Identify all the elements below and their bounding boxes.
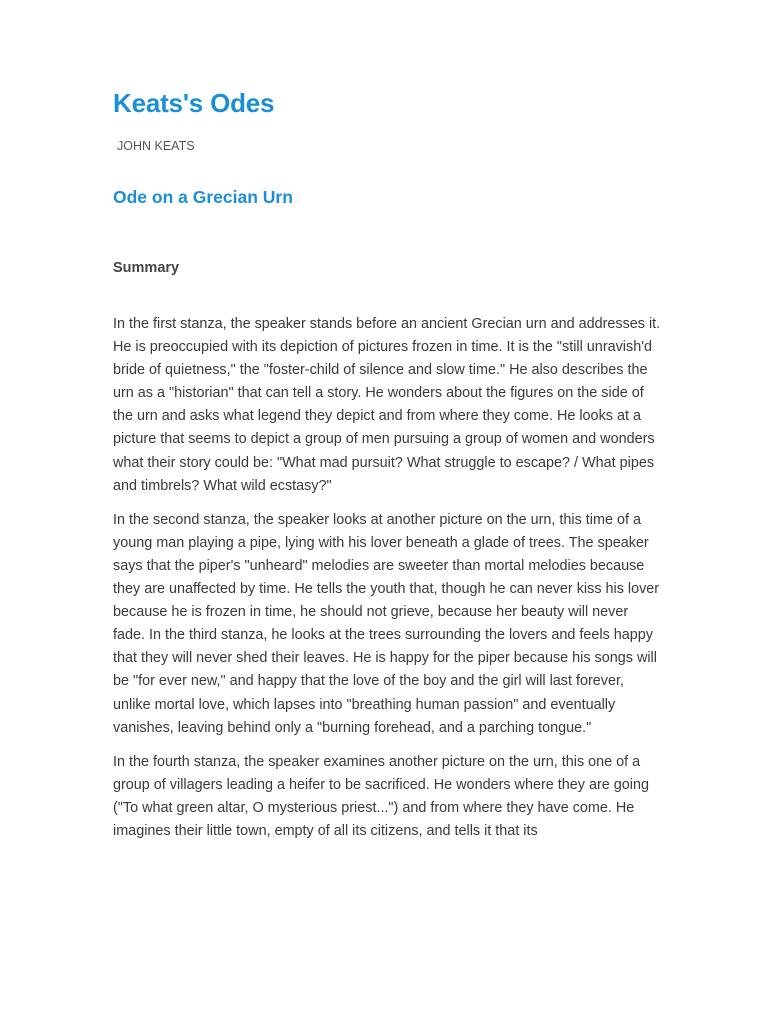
document-title: Keats's Odes — [113, 88, 275, 118]
paragraph-stanza-1: In the first stanza, the speaker stands before an ancient Grecian urn and addresses it. He is preoccupied with its depiction of pictures frozen in time. It is the "still unravish'd bride of quietness," the "foster-child of silence and slow time." He also describes the urn as a "historian" that can tell a story. He wonders about the figures on the side of the urn and asks what legend they depict and from where they come. He looks at a picture that seems to depict a group of men pursuing a group of women and wonders what their story could be: "What mad pursuit? What struggle to escape? / What pipes and timbrels? What wild ecstasy?" — [113, 316, 661, 494]
paragraph-stanza-2-3: In the second stanza, the speaker looks at another picture on the urn, this time of a young man playing a pipe, lying with his lover beneath a glade of trees. The speaker says that the piper's "unheard" melodies are sweeter than mortal melodies because they are unaffected by time. He tells the youth that, though he can never kiss his lover because he is frozen in time, he should not grieve, because her beauty will never fade. In the third stanza, he looks at the trees surrounding the lovers and feels happy that they will never shed their leaves. He is happy for the piper because his songs will be "for ever new," and happy that the love of the boy and the girl will last forever, unlike mortal love, which lapses into "breathing human passion" and eventually vanishes, leaving behind only a "burning forehead, and a parching tongue." — [113, 511, 660, 736]
paragraph-stanza-4: In the fourth stanza, the speaker examines another picture on the urn, this one of a group of villagers leading a heifer to be sacrificed. He wonders where they are going ("To what green altar, O mysterious priest...") and from where they have come. He imagines their little town, empty of all its citizens, and tells it that its — [113, 753, 649, 839]
author-name: JOHN KEATS — [117, 139, 195, 153]
summary-heading: Summary — [113, 260, 180, 276]
section-title: Ode on a Grecian Urn — [113, 187, 293, 207]
summary-body — [113, 313, 661, 854]
